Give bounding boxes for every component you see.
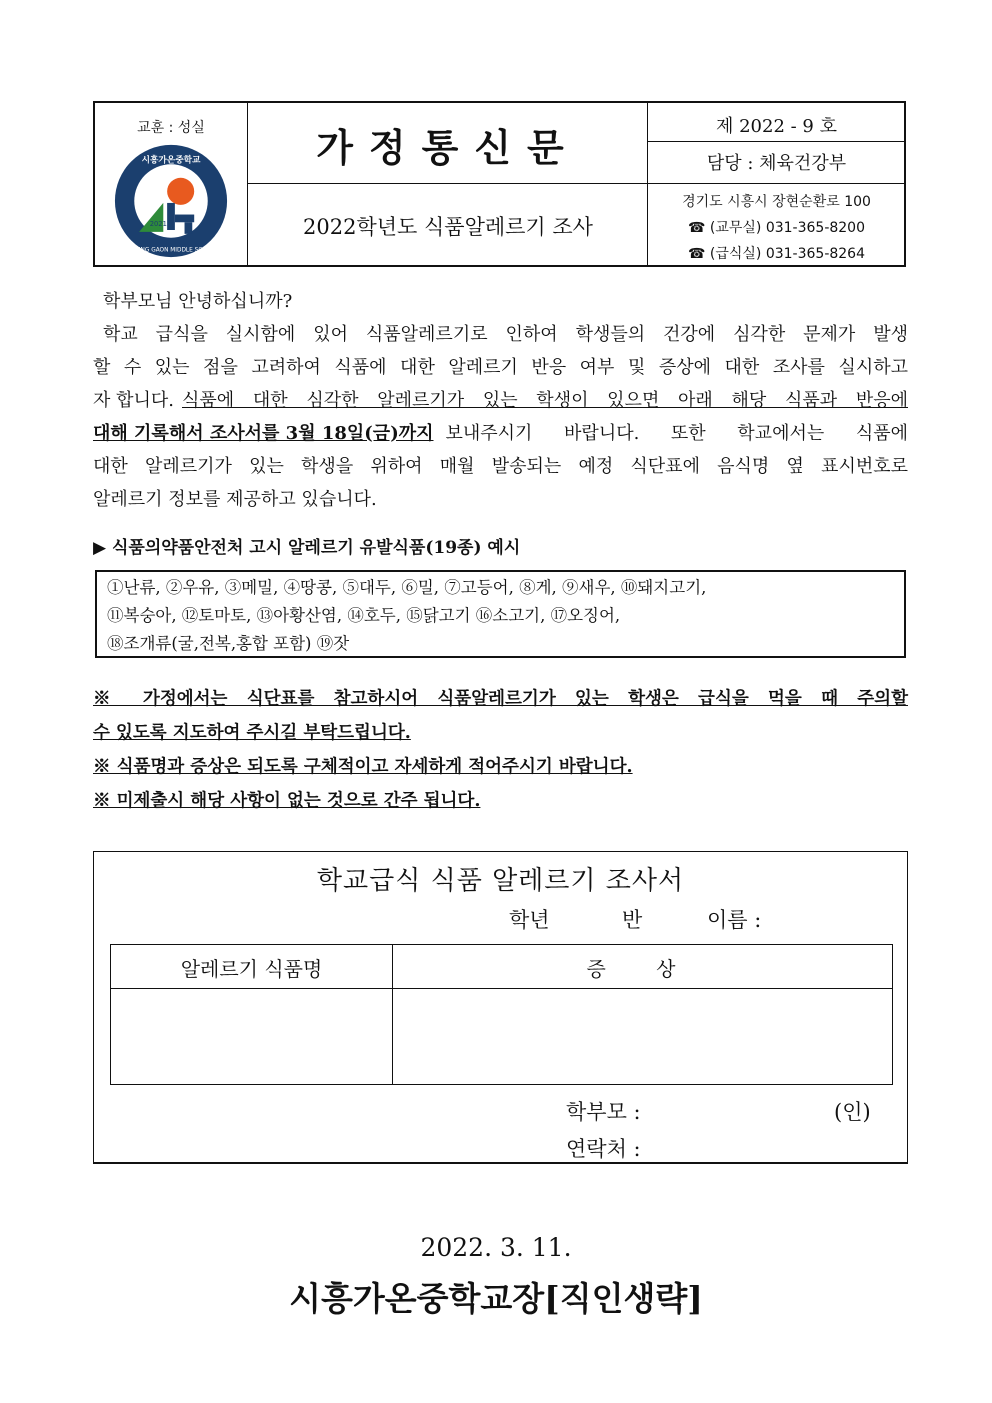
form-title: 학교급식 식품 알레르기 조사서 bbox=[316, 866, 685, 896]
intro-line: 할 수 있는 점을 고려하여 식품에 대한 알레르기 반응 여부 및 증상에 대한 조사를 실시하고 bbox=[93, 357, 908, 378]
phone-cafeteria: ☎ (급식실) 031-365-8264 bbox=[687, 246, 865, 262]
principal-signature: 시흥가온중학교장[직인생략] bbox=[289, 1279, 703, 1318]
intro-highlight: 대해 기록해서 조사서를 3월 18일(금)까지 bbox=[93, 423, 434, 444]
intro-line: 자 합니다. bbox=[93, 390, 174, 411]
allergen-row: ⑱조개류(굴,전복,홍합 포함) ⑲잣 bbox=[107, 634, 350, 653]
notice-line: ※ 식품명과 증상은 되도록 구체적이고 자세하게 적어주시기 바랍니다. bbox=[93, 757, 633, 777]
survey-form bbox=[93, 851, 908, 1164]
intro-highlight: 식품에 대한 심각한 알레르기가 있는 학생이 있으면 아래 해당 식품과 반응에 bbox=[182, 390, 908, 411]
name-label: 이름 : bbox=[707, 908, 762, 932]
logo-text: 시흥가온중학교 bbox=[141, 155, 201, 166]
symptom-entry-field[interactable] bbox=[394, 989, 892, 1084]
allergen-row: ⑪복숭아, ⑫토마토, ⑬아황산염, ⑭호두, ⑮닭고기 ⑯소고기, ⑰오징어, bbox=[107, 606, 621, 625]
header-divider bbox=[247, 183, 904, 184]
school-motto: 교훈 : 성실 bbox=[137, 120, 205, 136]
page-title: 가정통신문 bbox=[316, 125, 580, 170]
allergen-list bbox=[95, 570, 906, 658]
header-divider bbox=[647, 141, 904, 142]
intro-line: 알레르기 정보를 제공하고 있습니다. bbox=[93, 489, 377, 510]
class-label: 반 bbox=[622, 908, 643, 932]
notices bbox=[93, 682, 908, 818]
header-table bbox=[93, 101, 906, 267]
seal-label: (인) bbox=[834, 1100, 871, 1124]
allergen-row: ①난류, ②우유, ③메밀, ④땅콩, ⑤대두, ⑥밀, ⑦고등어, ⑧게, ⑨새우, ⑩돼지고기, bbox=[107, 578, 707, 597]
intro-line: 학교 급식을 실시함에 있어 식품알레르기로 인하여 학생들의 건강에 심각한 문제가 발생 bbox=[103, 324, 908, 345]
food-entry-field[interactable] bbox=[111, 989, 392, 1084]
allergy-table bbox=[110, 944, 893, 1085]
column-header-food: 알레르기 식품명 bbox=[180, 957, 323, 981]
document-subtitle: 2022학년도 식품알레르기 조사 bbox=[303, 215, 593, 239]
logo-year: 2021 bbox=[149, 220, 167, 229]
issue-number: 제 2022 - 9 호 bbox=[715, 116, 837, 137]
logo-english: SIHEUNG GAON MIDDLE SCHOOL bbox=[122, 247, 220, 254]
intro-line: 대한 알레르기가 있는 학생을 위하여 매월 발송되는 예정 식단표에 음식명 옆 표시번호로 bbox=[93, 456, 908, 477]
allergen-heading: ▶ 식품의약품안전처 고시 알레르기 유발식품(19종) 예시 bbox=[93, 538, 521, 558]
intro-paragraph bbox=[93, 285, 908, 516]
notice-line: ※ 미제출시 해당 사항이 없는 것으로 간주 됩니다. bbox=[93, 791, 481, 811]
greeting: 학부모님 안녕하십니까? bbox=[103, 291, 293, 312]
department: 담당 : 체육건강부 bbox=[706, 153, 847, 174]
school-address: 경기도 시흥시 장현순환로 100 bbox=[682, 194, 871, 210]
intro-line: 보내주시기 바랍니다. 또한 학교에서는 식품에 bbox=[445, 423, 908, 444]
column-header-symptom: 증 상 bbox=[586, 957, 698, 981]
phone-office: ☎ (교무실) 031-365-8200 bbox=[687, 220, 865, 236]
issue-date: 2022. 3. 11. bbox=[420, 1233, 572, 1262]
notice-line: ※ 가정에서는 식단표를 참고하시어 식품알레르기가 있는 학생은 급식을 먹을 때 주의할 bbox=[93, 689, 908, 709]
header-divider bbox=[247, 103, 248, 265]
parent-label: 학부모 : bbox=[566, 1100, 641, 1124]
contact-label: 연락처 : bbox=[566, 1137, 641, 1161]
notice-line: 수 있도록 지도하여 주시길 부탁드립니다. bbox=[93, 723, 411, 743]
grade-label: 학년 bbox=[509, 908, 550, 932]
school-logo bbox=[113, 143, 229, 259]
